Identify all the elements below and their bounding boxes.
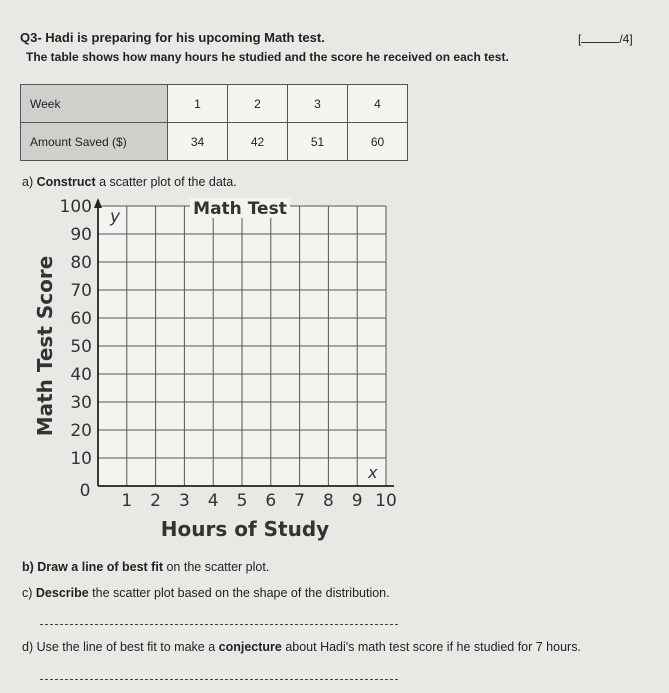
part-c: [22, 586, 390, 600]
y-axis-letter: y: [110, 207, 121, 227]
y-tick-label: 40: [70, 365, 92, 385]
y-tick-label: 30: [70, 393, 92, 413]
x-tick-label: 10: [375, 491, 397, 511]
table-cell: 34: [168, 123, 228, 161]
x-axis-letter: x: [368, 463, 378, 482]
table-cell: 60: [348, 123, 408, 161]
x-tick-label: 8: [322, 491, 334, 511]
table-cell: 2: [228, 85, 288, 123]
data-table: [20, 84, 408, 161]
chart-title: Math Test: [193, 199, 287, 219]
chart-layer: [33, 197, 397, 541]
y-tick-label: 10: [70, 449, 92, 469]
x-tick-label: 6: [265, 491, 277, 511]
part-b-keyword: b) Draw a line of best fit: [22, 560, 163, 574]
y-tick-label: 50: [70, 337, 92, 357]
answer-line-c[interactable]: [40, 624, 398, 625]
part-a-text: a scatter plot of the data.: [95, 175, 237, 189]
y-tick-label: 100: [59, 197, 92, 217]
x-tick-label: 5: [236, 491, 248, 511]
question-title: Q3- Hadi is preparing for his upcoming Math test.: [20, 30, 325, 45]
part-d: [22, 640, 581, 654]
x-tick-label: 4: [207, 491, 219, 511]
part-c-prefix: c): [22, 586, 36, 600]
part-c-keyword: Describe: [35, 586, 89, 600]
table-row: [21, 123, 408, 161]
table-row-label-week: Week: [21, 85, 168, 123]
table-cell: 1: [168, 85, 228, 123]
answer-line-d[interactable]: [40, 679, 398, 680]
marks-blank[interactable]: [581, 32, 619, 43]
part-a: [22, 175, 237, 189]
part-d-keyword: conjecture: [218, 640, 282, 654]
y-tick-label: 60: [70, 309, 92, 329]
part-b-text: on the scatter plot.: [163, 560, 270, 574]
table-cell: 3: [288, 85, 348, 123]
table-cell: 42: [228, 123, 288, 161]
y-axis-title: Math Test Score: [33, 255, 57, 437]
part-a-prefix: a): [22, 175, 37, 189]
y-tick-label: 80: [70, 253, 92, 273]
part-b: [22, 560, 269, 574]
part-a-keyword: Construct: [36, 175, 96, 189]
table-cell: 51: [288, 123, 348, 161]
marks-box: [578, 32, 633, 46]
y-axis-arrow: [94, 198, 102, 208]
table-row: [21, 85, 408, 123]
part-d-prefix: d) Use the line of best fit to make a: [22, 640, 219, 654]
x-tick-label: 1: [121, 491, 133, 511]
table-cell: 4: [348, 85, 408, 123]
question-intro: The table shows how many hours he studied and the score he received on each test.: [26, 50, 509, 64]
part-c-text: the scatter plot based on the shape of the distribution.: [88, 586, 390, 600]
x-tick-label: 3: [178, 491, 190, 511]
y-tick-label: 20: [70, 421, 92, 441]
part-d-text: about Hadi's math test score if he studied for 7 hours.: [281, 640, 581, 654]
x-tick-label: 2: [150, 491, 162, 511]
scatter-plot[interactable]: [0, 190, 440, 550]
y-tick-label: 70: [70, 281, 92, 301]
x-axis-title: Hours of Study: [160, 517, 330, 541]
marks-total: /4]: [619, 32, 633, 46]
x-tick-label: 9: [351, 491, 363, 511]
marks-open: [: [578, 32, 582, 46]
origin-label: 0: [79, 481, 91, 501]
table-row-label-amount: Amount Saved ($): [21, 123, 168, 161]
y-tick-label: 90: [70, 225, 92, 245]
x-tick-label: 7: [294, 491, 306, 511]
